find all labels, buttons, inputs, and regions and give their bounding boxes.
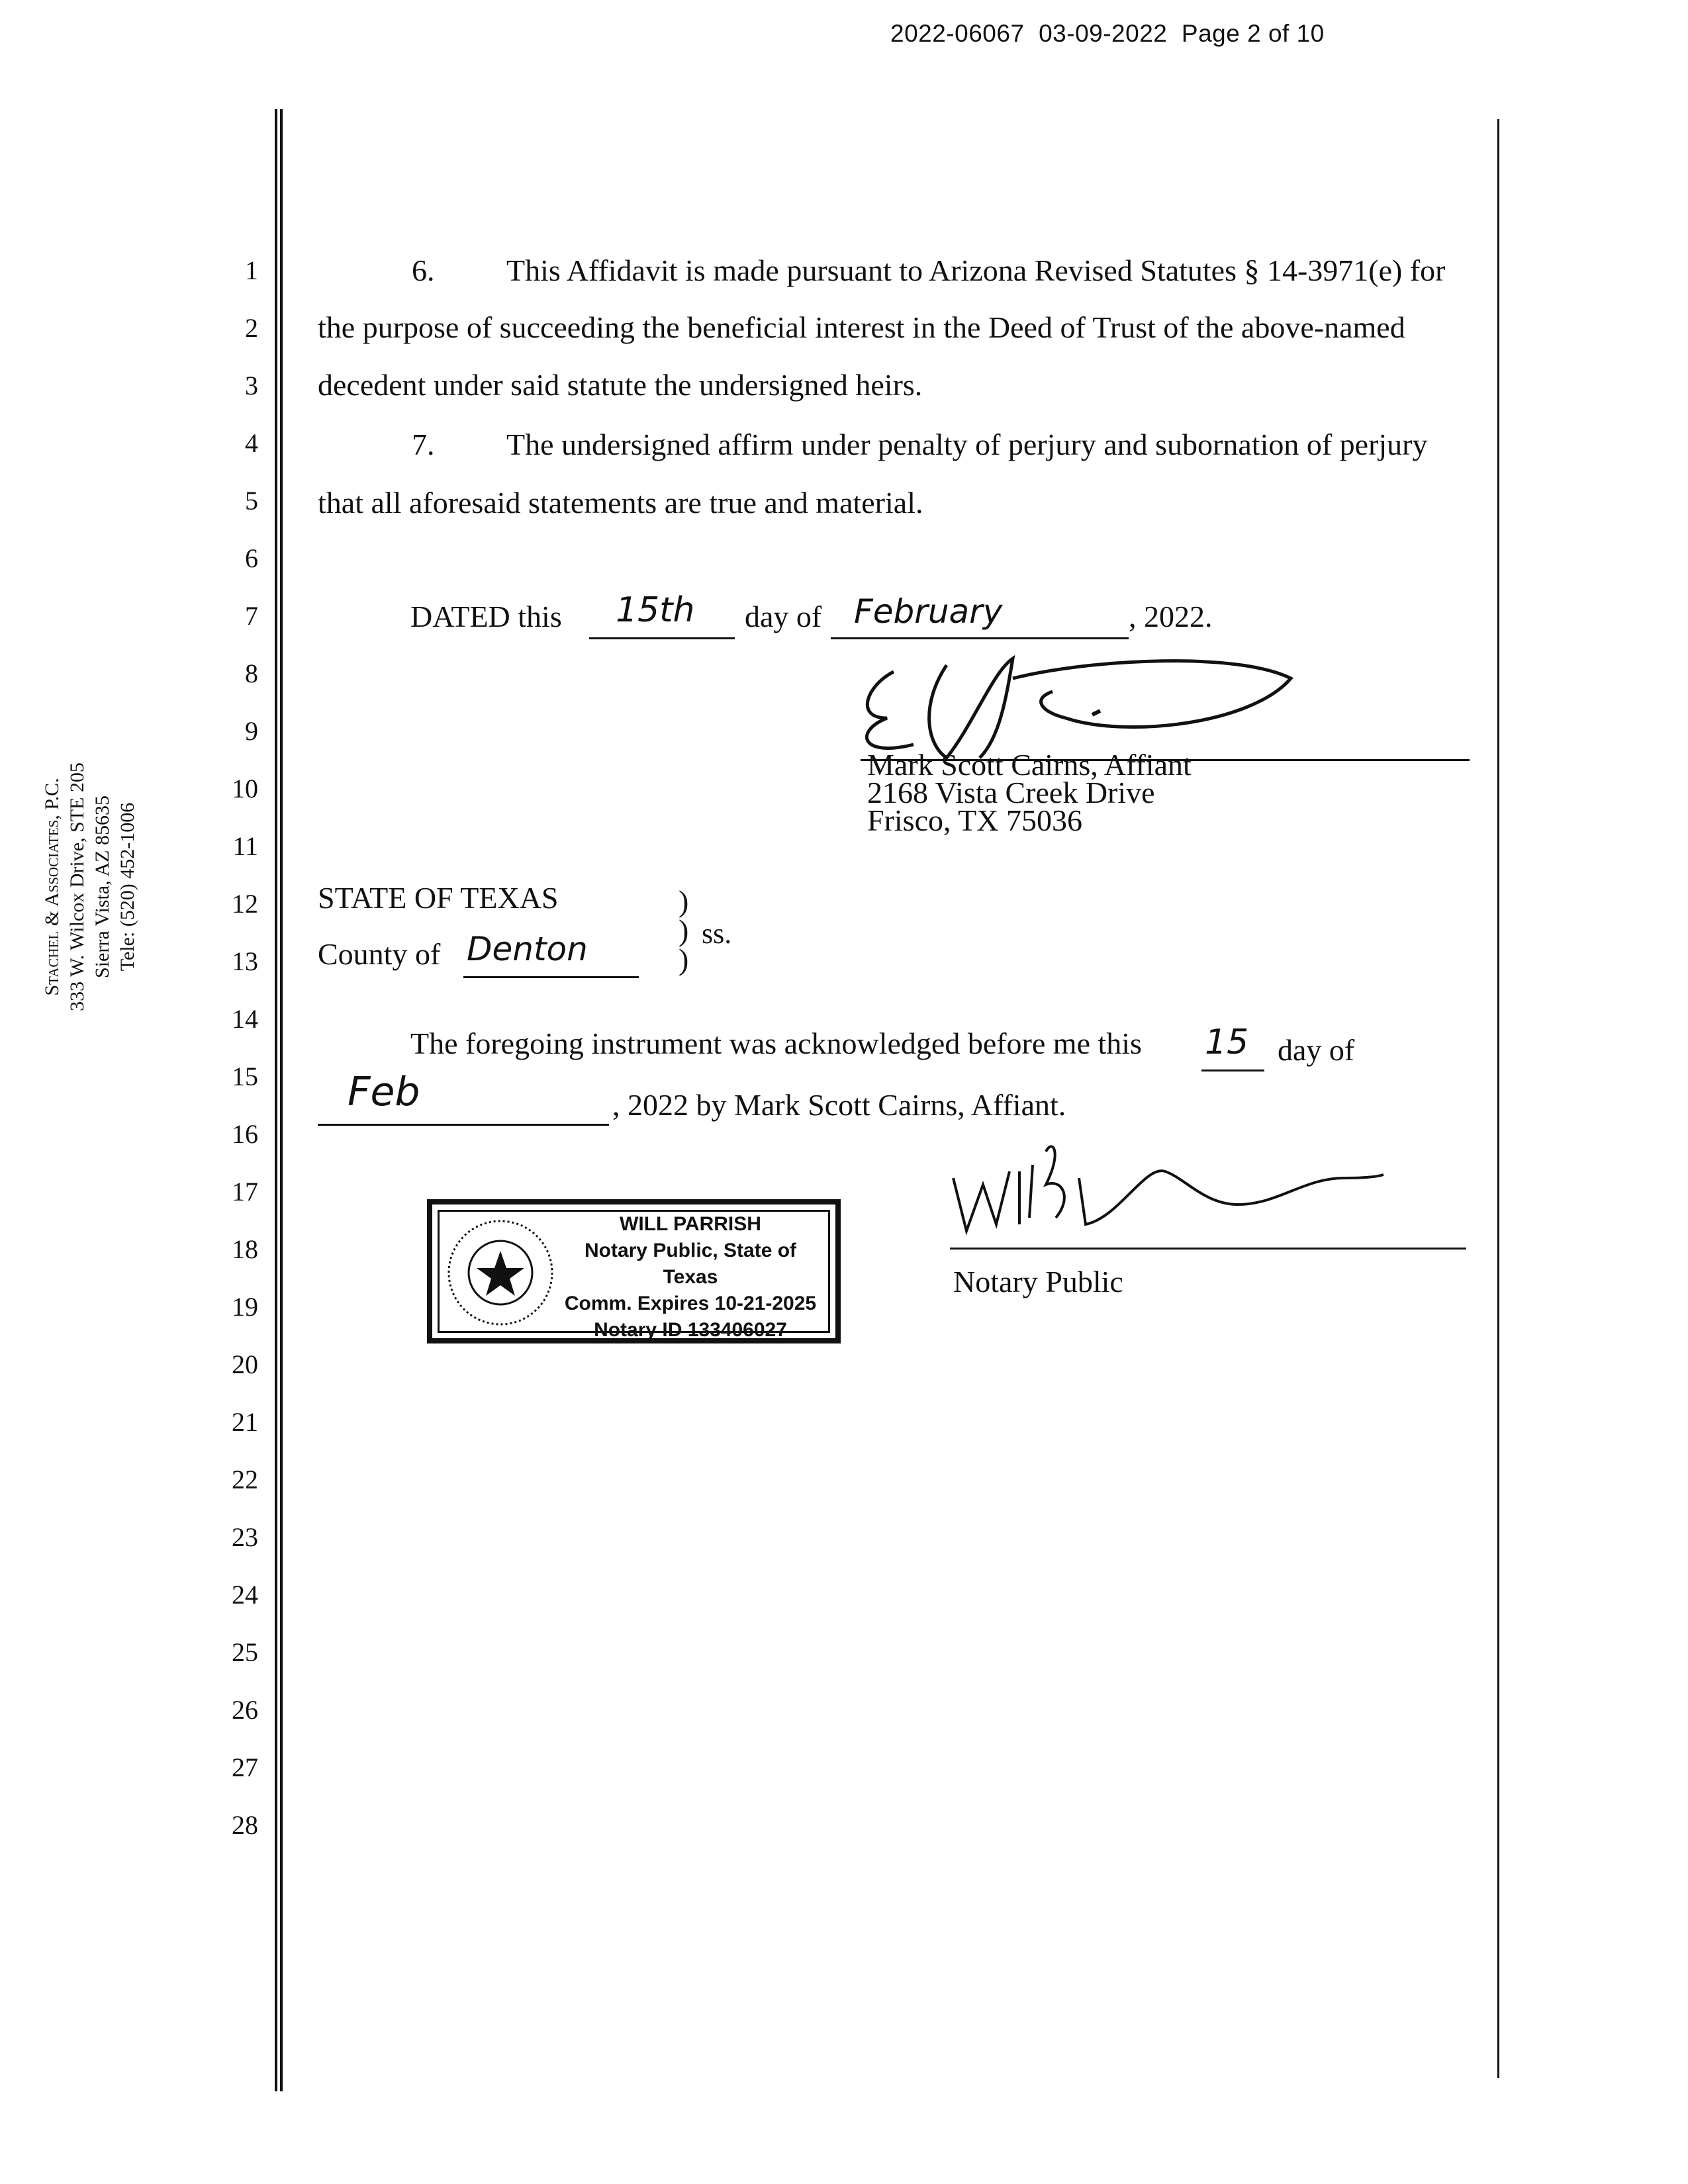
paragraph-7-line-2: that all aforesaid statements are true and material.	[318, 486, 923, 520]
line-number: 25	[232, 1637, 258, 1667]
notary-signature	[947, 1125, 1397, 1251]
notary-stamp	[427, 1199, 841, 1343]
line-number: 12	[232, 889, 258, 919]
line-number: 13	[232, 946, 258, 976]
line-number: 17	[232, 1177, 258, 1206]
paragraph-7-line-1: The undersigned affirm under penalty of perjury and subornation of perjury	[506, 428, 1428, 461]
line-number: 27	[232, 1752, 258, 1782]
right-margin-rule	[1497, 119, 1499, 2078]
line-number: 24	[232, 1580, 258, 1610]
firm-sidebar	[40, 556, 218, 1218]
line-number: 14	[232, 1004, 258, 1034]
ack-line-1-b: day of	[1278, 1033, 1355, 1067]
line-number: 15	[232, 1062, 258, 1091]
line-number: 3	[245, 371, 258, 400]
line-number: 2	[245, 313, 258, 343]
ack-month-handwritten: Feb	[348, 1069, 420, 1115]
notary-seal	[444, 1216, 557, 1329]
dated-month-handwritten: February	[854, 592, 1003, 631]
paragraph-6-line-3: decedent under said statute the undersigned heirs.	[318, 368, 923, 402]
line-number: 21	[232, 1407, 258, 1437]
affiant-name: Mark Scott Cairns, Affiant	[867, 748, 1192, 782]
ack-day-handwritten: 15	[1205, 1023, 1249, 1062]
line-number: 1	[245, 255, 258, 285]
venue-ss: ss.	[702, 917, 732, 950]
line-number: 22	[232, 1465, 258, 1494]
venue-county-label: County of	[318, 937, 441, 971]
record-date: 03-09-2022	[1039, 20, 1168, 47]
seal-star-icon	[477, 1251, 524, 1296]
paragraph-6-line-2: the purpose of succeeding the beneficial interest in the Deed of Trust of the above-named	[318, 310, 1405, 344]
affiant-address-2: Frisco, TX 75036	[867, 803, 1082, 837]
recording-header	[890, 20, 1325, 48]
line-number: 11	[232, 831, 258, 861]
line-number: 4	[245, 428, 258, 458]
line-number: 19	[232, 1292, 258, 1322]
line-number: 26	[232, 1695, 258, 1725]
line-number: 7	[245, 601, 258, 631]
notary-label: Notary Public	[953, 1265, 1123, 1298]
line-number: 6	[245, 543, 258, 573]
dated-year: , 2022.	[1129, 600, 1213, 633]
line-number: 8	[245, 659, 258, 688]
stamp-line-4: Notary ID 133406027	[594, 1319, 787, 1341]
firm-address-2: Sierra Vista, AZ 85635	[91, 796, 113, 978]
left-margin-rule-double	[280, 109, 283, 2091]
line-number: 5	[245, 486, 258, 516]
ack-line-1-a: The foregoing instrument was acknowledged before me this	[410, 1026, 1142, 1060]
notary-signature-line	[950, 1248, 1466, 1250]
firm-address-1: 333 W. Wilcox Drive, STE 205	[66, 762, 88, 1011]
venue-brace: ) ) )	[679, 884, 689, 976]
line-number: 18	[232, 1234, 258, 1264]
firm-phone: Tele: (520) 452-1006	[117, 802, 138, 972]
venue-county-handwritten: Denton	[467, 930, 588, 968]
affiant-signature	[841, 645, 1317, 764]
paragraph-6-line-1: This Affidavit is made pursuant to Arizona Revised Statutes § 14-3971(e) for	[506, 253, 1446, 287]
line-number: 9	[245, 716, 258, 746]
dated-day-of: day of	[745, 600, 822, 633]
paragraph-7-number: 7.	[412, 428, 435, 461]
line-number: 20	[232, 1349, 258, 1379]
affiant-address-1: 2168 Vista Creek Drive	[867, 776, 1155, 809]
ack-line-2: , 2022 by Mark Scott Cairns, Affiant.	[612, 1088, 1066, 1122]
page-indicator: Page 2 of 10	[1181, 20, 1325, 47]
stamp-line-2: Notary Public, State of Texas	[584, 1240, 797, 1288]
dated-prefix: DATED this	[410, 600, 562, 633]
doc-number: 2022-06067	[890, 20, 1025, 47]
line-number: 28	[232, 1810, 258, 1840]
left-margin-rule	[275, 109, 277, 2091]
affiant-block	[867, 748, 1192, 837]
line-number: 10	[232, 774, 258, 803]
venue-state: STATE OF TEXAS	[318, 881, 559, 915]
stamp-line-3: Comm. Expires 10-21-2025	[564, 1293, 817, 1314]
notary-stamp-text	[558, 1211, 823, 1343]
paragraph-6-number: 6.	[412, 253, 435, 287]
line-number: 23	[232, 1522, 258, 1552]
stamp-name: WILL PARRISH	[620, 1213, 761, 1235]
firm-name: Stachel & Associates, P.C.	[41, 778, 63, 996]
dated-day-handwritten: 15th	[616, 590, 695, 630]
line-number: 16	[232, 1119, 258, 1149]
